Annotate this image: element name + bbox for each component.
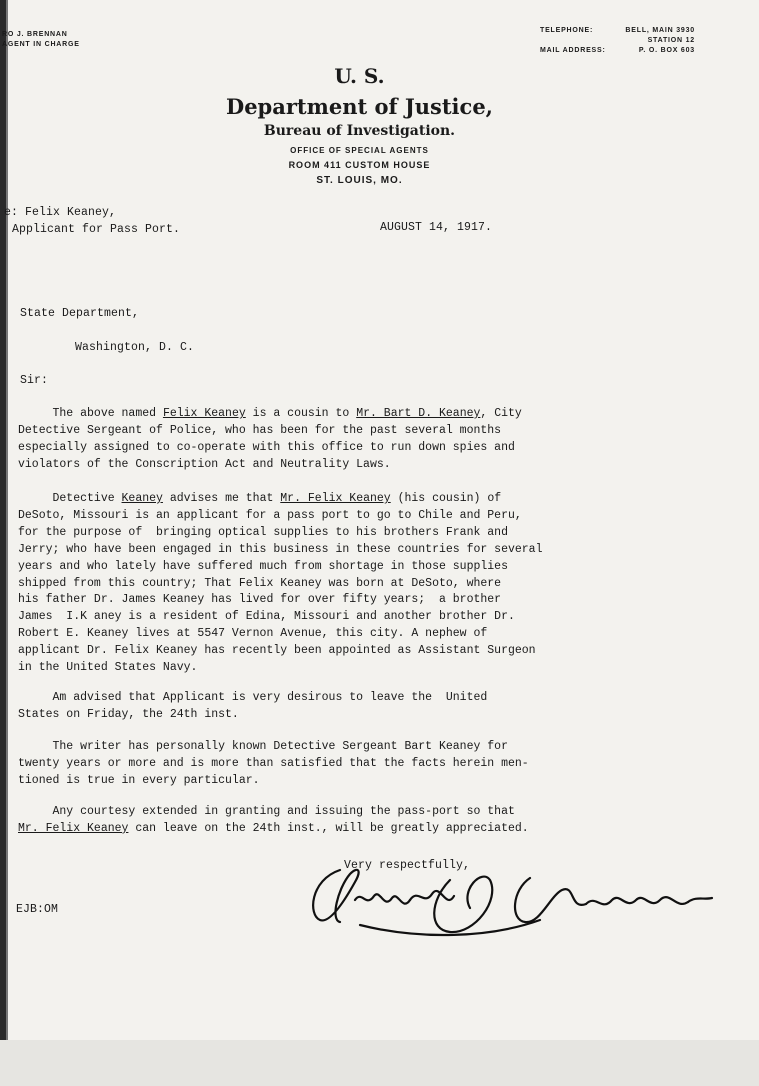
paragraph-5: Any courtesy extended in granting and issuing the pass-port so that Mr. Felix Keaney can leave on the 24th inst., will be greatly appreciated. <box>18 805 529 835</box>
underlined-name: Mr. Felix Keaney <box>18 821 129 835</box>
contact-block <box>540 26 695 56</box>
typist-initials: EJB:OM <box>16 903 59 916</box>
re-line-subject: Applicant for Pass Port. <box>12 223 181 236</box>
paragraph-2: Detective Keaney advises me that Mr. Felix Keaney (his cousin) of DeSoto, Missouri is an applicant for a pass port to go to Chile and Peru, for the purpose of bringing optical supplies to his brothers Frank and Jerry; who have been engaged in this business in these countries for several years and who lately have suffered much from shortage in those supplies shipped from this country; That Felix Keaney was born at DeSoto, where his father Dr. James Keaney has lived for over fifty years; a brother James I.K aney is a resident of Edina, Missouri and another brother Dr. Robert E. Keaney lives at 5547 Vernon Avenue, this city. A nephew of applicant Dr. Felix Keaney has recently been appointed as Assistant Surgeon in the United States Navy. <box>18 492 543 675</box>
underlined-name: Mr. Bart D. Keaney <box>356 407 481 420</box>
telephone-value: BELL, MAIN 3930 <box>625 27 695 34</box>
agent-title: AGENT IN CHARGE <box>2 41 80 48</box>
underlined-name: Mr. Felix Keaney <box>280 492 391 505</box>
letterhead-room: ROOM 411 CUSTOM HOUSE <box>288 160 431 170</box>
underlined-name: Felix Keaney <box>162 407 246 420</box>
paragraph-4: The writer has personally known Detective Sergeant Bart Keaney for twenty years or more and is more than satisfied that the facts herein men- tioned is true in every particular. <box>18 740 529 787</box>
agent-block <box>2 30 80 50</box>
mail-value: P. O. BOX 603 <box>638 47 695 54</box>
recipient-name: State Department, <box>20 307 140 320</box>
letterhead-city: ST. LOUIS, MO. <box>316 175 403 186</box>
telephone-label: TELEPHONE: <box>540 27 594 34</box>
recipient-city: Washington, D. C. <box>75 341 195 354</box>
re-line-name: e: Felix Keaney, <box>4 206 117 219</box>
station: STATION 12 <box>647 37 695 44</box>
mail-label: MAIL ADDRESS: <box>540 47 606 54</box>
salutation: Sir: <box>20 374 49 387</box>
scan-bottom-band <box>0 1040 759 1086</box>
agent-name: RO J. BRENNAN <box>2 31 68 38</box>
underlined-name: Keaney <box>121 492 163 505</box>
signature <box>300 860 720 970</box>
paragraph-1: The above named Felix Keaney is a cousin to Mr. Bart D. Keaney, City Detective Sergeant of Police, who has been for the past several months especially assigned to co-operate with this office to run down spies and violators of the Conscription Act and Neutrality Laws. <box>18 407 522 471</box>
letterhead-department: Department of Justice, <box>225 94 493 119</box>
letterhead-office: OFFICE OF SPECIAL AGENTS <box>290 146 429 155</box>
paragraph-3: Am advised that Applicant is very desirous to leave the United States on Friday, the 24th inst. <box>18 691 488 721</box>
letter-date: AUGUST 14, 1917. <box>380 221 493 234</box>
letterhead-us: U. S. <box>334 64 385 88</box>
closing: Very respectfully, <box>344 859 471 872</box>
letterhead-bureau: Bureau of Investigation. <box>263 123 456 139</box>
